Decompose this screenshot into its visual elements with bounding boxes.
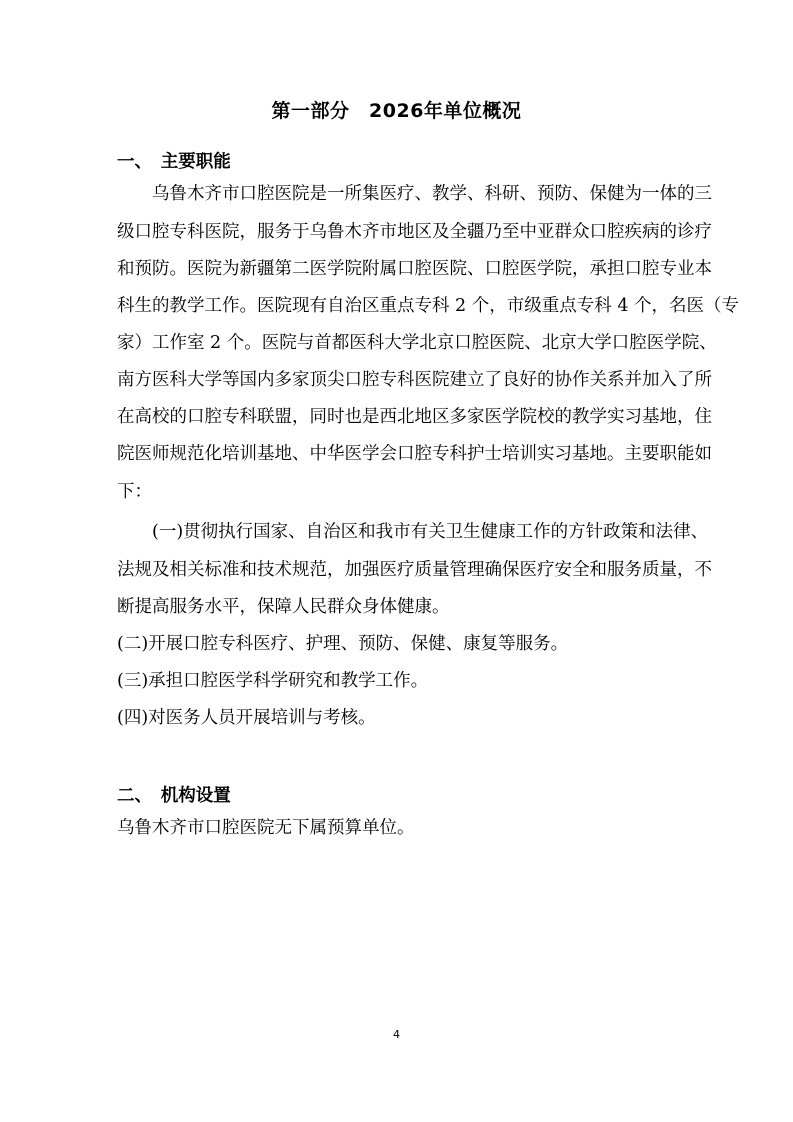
paragraph-line: 级口腔专科医院，服务于乌鲁木齐市地区及全疆乃至中亚群众口腔疾病的诊疗 [117, 222, 712, 242]
list-item: (四)对医务人员开展培训与考核。 [117, 708, 376, 728]
section-heading-main-functions: 一、 主要职能 [117, 152, 231, 172]
paragraph-line: 和预防。医院为新疆第二医学院附属口腔医院、口腔医学院，承担口腔专业本 [117, 259, 712, 279]
paragraph-line: 南方医科大学等国内多家顶尖口腔专科医院建立了良好的协作关系并加入了所 [117, 370, 712, 390]
paragraph-line: 家）工作室 2 个。医院与首都医科大学北京口腔医院、北京大学口腔医学院、 [117, 333, 717, 353]
list-item-line: 断提高服务水平，保障人民群众身体健康。 [117, 597, 450, 617]
list-item: (二)开展口腔专科医疗、护理、预防、保健、康复等服务。 [117, 634, 569, 654]
list-item-line: 法规及相关标准和技术规范，加强医疗质量管理确保医疗安全和服务质量，不 [117, 560, 712, 580]
paragraph-line: 在高校的口腔专科联盟，同时也是西北地区多家医学院校的教学实习基地，住 [117, 407, 712, 427]
paragraph-line: 院医师规范化培训基地、中华医学会口腔专科护士培训实习基地。主要职能如 [117, 444, 712, 464]
list-item: (三)承担口腔医学科学研究和教学工作。 [117, 671, 429, 691]
paragraph-line: 乌鲁木齐市口腔医院是一所集医疗、教学、科研、预防、保健为一体的三 [152, 184, 712, 204]
paragraph-line: 科生的教学工作。医院现有自治区重点专科 2 个，市级重点专科 4 个，名医（专 [117, 296, 740, 316]
paragraph-line: 下： [117, 482, 152, 502]
section-heading-organization: 二、 机构设置 [117, 786, 231, 806]
list-item-line: (一)贯彻执行国家、自治区和我市有关卫生健康工作的方针政策和法律、 [152, 522, 709, 542]
page-number: 4 [393, 1028, 400, 1041]
paragraph-line: 乌鲁木齐市口腔医院无下属预算单位。 [117, 818, 415, 838]
page-title: 第一部分 2026年单位概况 [271, 100, 522, 122]
